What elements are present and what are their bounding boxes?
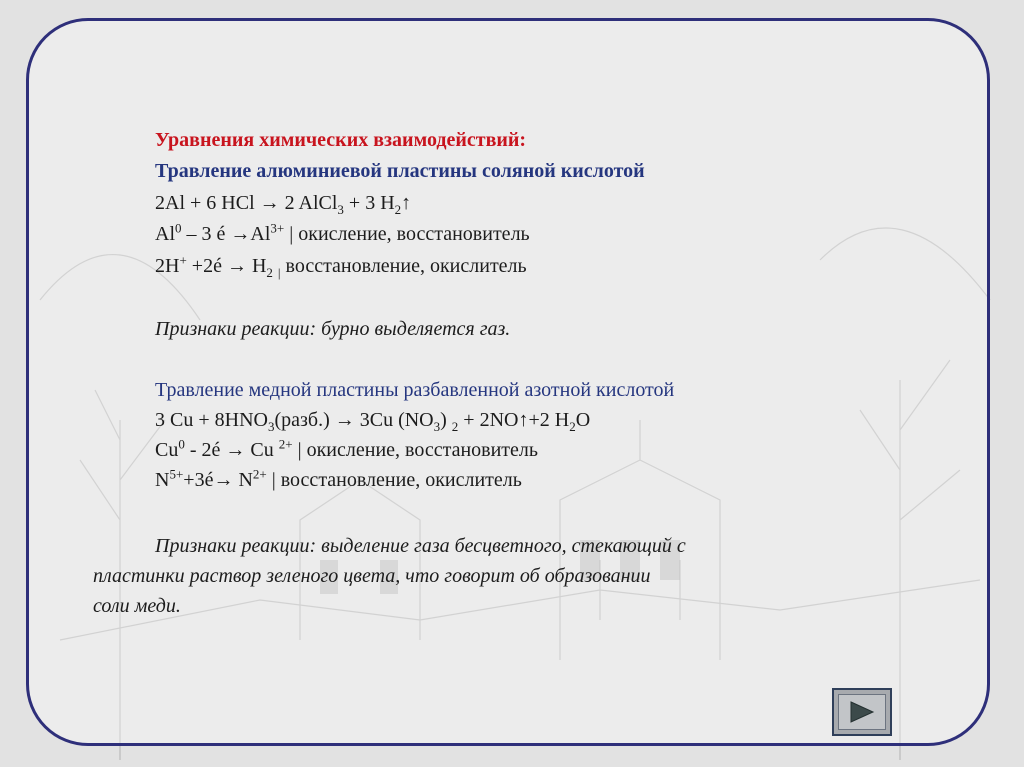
- reaction-signs-aluminium: Признаки реакции: бурно выделяется газ.: [155, 318, 511, 340]
- heading-aluminium-etching: Травление алюминиевой пластины соляной кислотой: [155, 160, 645, 182]
- reaction-signs-copper-line1: Признаки реакции: выделение газа бесцветного, стекающий с: [155, 535, 686, 557]
- half-reaction-al: Al$^0$ – 3 é $\to Al^{3+}$ | окисление, восстановитель: [155, 220, 530, 245]
- equation-cu-hno3: 3 $Cu + 8HNO_3(разб.) \to 3Cu$ $(NO_3) _2$ + 2NO↑+2 $H_2O$: [155, 409, 591, 434]
- play-triangle-icon: [848, 700, 876, 724]
- half-reaction-h: 2H+ +2é → $H_2$ $_|$ восстановление, окислитель: [155, 252, 527, 280]
- heading-copper-etching: Травление медной пластины разбавленной азотной кислотой: [155, 379, 675, 401]
- heading-equations: Уравнения химических взаимодействий:: [155, 129, 527, 151]
- next-slide-button[interactable]: [832, 688, 892, 736]
- half-reaction-cu: Cu$^0$ - 2é → Cu $^{2+}$ | окисление, восстановитель: [155, 436, 539, 461]
- half-reaction-n: $N^{5+}+3é\to N^{2+}$ | восстановление, окислитель: [155, 466, 522, 491]
- equation-al-hcl: 2Al + 6 HCl → 2 AlCl$_3$ + 3 $H_2↑$: [155, 192, 412, 217]
- reaction-signs-copper-line2: пластинки раствор зеленого цвета, что говорит об образовании: [93, 565, 651, 587]
- reaction-signs-copper-line3: соли меди.: [93, 595, 181, 617]
